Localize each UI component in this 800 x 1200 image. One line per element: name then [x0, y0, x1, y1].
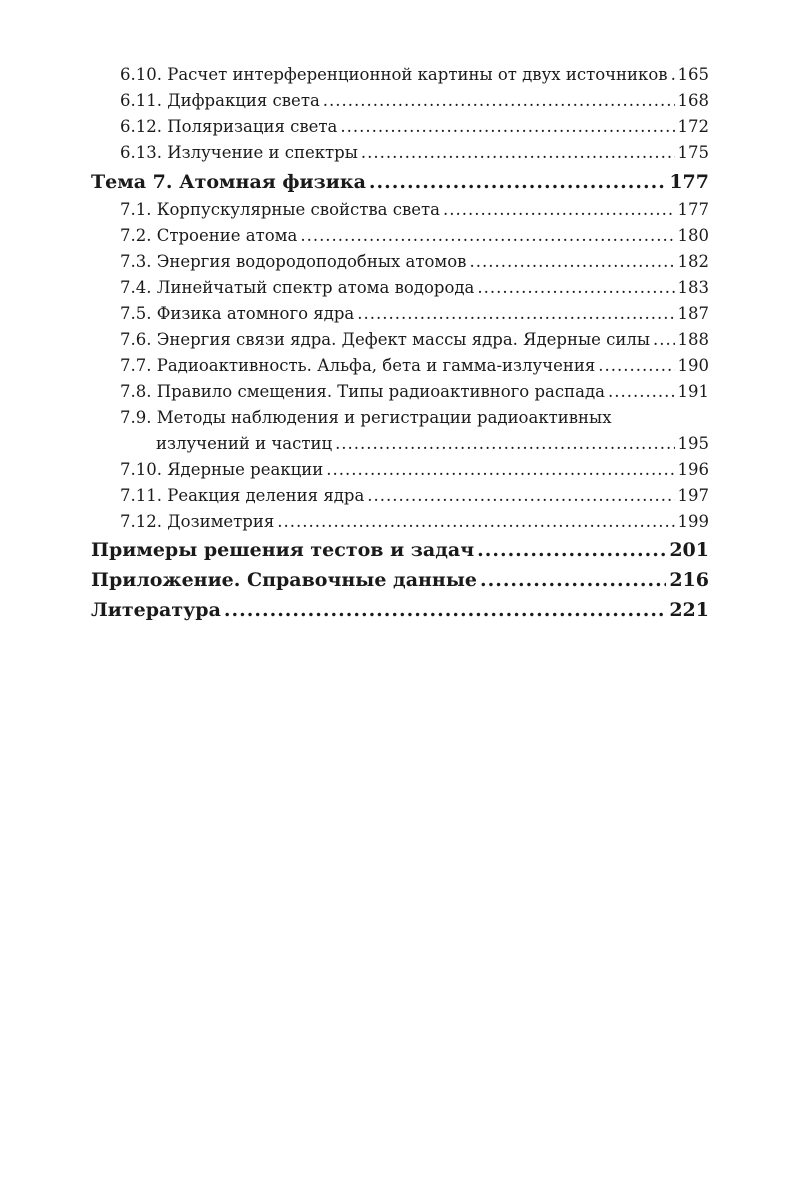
toc-entry-title-line1: 7.9. Методы наблюдения и регистрации радиоактивных [120, 408, 612, 427]
dot-leader [469, 249, 674, 275]
dot-leader [300, 223, 674, 249]
toc-entry-page: 182 [677, 252, 709, 271]
toc-entry-page: 168 [677, 91, 709, 110]
toc-entry-title-line2: излучений и частиц [156, 434, 333, 453]
dot-leader [323, 88, 675, 114]
dot-leader [224, 595, 666, 625]
toc-entry-examples[interactable] [91, 535, 709, 565]
toc-entry-title: 7.11. Реакция деления ядра [120, 486, 365, 505]
dot-leader [335, 431, 674, 457]
dot-leader [653, 327, 675, 353]
toc-entry-7-4[interactable] [91, 275, 709, 301]
toc-entry-title: 7.1. Корпускулярные свойства света [120, 200, 441, 219]
toc-topic-title: Тема 7. Атомная физика [91, 171, 366, 193]
toc-topic-7[interactable] [91, 167, 709, 197]
toc-entry-title: 7.4. Линейчатый спектр атома водорода [120, 278, 475, 297]
toc-entry-7-3[interactable] [91, 249, 709, 275]
dot-leader [477, 275, 674, 301]
toc-entry-7-1[interactable] [91, 197, 709, 223]
toc-entry-title: 6.13. Излучение и спектры [120, 143, 358, 162]
toc-entry-7-10[interactable] [91, 457, 709, 483]
toc-entry-7-2[interactable] [91, 223, 709, 249]
dot-leader [477, 535, 666, 565]
dot-leader [598, 353, 674, 379]
dot-leader [357, 301, 674, 327]
toc-major-title: Литература [91, 599, 221, 621]
toc-entry-title: 7.10. Ядерные реакции [120, 460, 324, 479]
toc-entry-7-11[interactable] [91, 483, 709, 509]
dot-leader [277, 509, 674, 535]
toc-entry-title: 7.5. Физика атомного ядра [120, 304, 355, 323]
toc-entry-page: 190 [677, 356, 709, 375]
toc-entry-page: 188 [677, 330, 709, 349]
dot-leader [480, 565, 666, 595]
toc-entry-page: 199 [677, 512, 709, 531]
toc-entry-title: 7.2. Строение атома [120, 226, 298, 245]
toc-entry-7-5[interactable] [91, 301, 709, 327]
toc-entry-7-7[interactable] [91, 353, 709, 379]
toc-entry-title: 7.8. Правило смещения. Типы радиоактивного распада [120, 382, 605, 401]
toc-entry-page: 191 [677, 382, 709, 401]
toc-entry-page: 175 [677, 143, 709, 162]
toc-entry-7-6[interactable] [91, 327, 709, 353]
toc-entry-title: 6.12. Поляризация света [120, 117, 338, 136]
dot-leader [443, 197, 674, 223]
toc-entry-page: 165 [677, 65, 709, 84]
toc-entry-title: 7.6. Энергия связи ядра. Дефект массы ядра. Ядерные силы [120, 330, 650, 349]
toc-entry-6-11[interactable] [91, 88, 709, 114]
toc-entry-page: 180 [677, 226, 709, 245]
toc-entry-title: 7.7. Радиоактивность. Альфа, бета и гамма-излучения [120, 356, 596, 375]
toc-entry-7-9[interactable] [91, 405, 709, 457]
toc-topic-page: 177 [669, 171, 709, 193]
toc-entry-title: 7.12. Дозиметрия [120, 512, 275, 531]
toc-entry-page: 187 [677, 304, 709, 323]
dot-leader [326, 457, 674, 483]
dot-leader [369, 167, 666, 197]
dot-leader [361, 140, 675, 166]
toc-entry-7-8[interactable] [91, 379, 709, 405]
toc-major-page: 201 [669, 539, 709, 561]
toc-entry-6-13[interactable] [91, 140, 709, 166]
dot-leader [340, 114, 674, 140]
toc-entry-title: 6.10. Расчет интерференционной картины от двух источников [120, 65, 668, 84]
dot-leader [671, 62, 675, 88]
toc-entry-page: 172 [677, 117, 709, 136]
toc-entry-page: 197 [677, 486, 709, 505]
toc-major-title: Примеры решения тестов и задач [91, 539, 475, 561]
toc-entry-6-12[interactable] [91, 114, 709, 140]
toc-major-page: 221 [669, 599, 709, 621]
toc-major-page: 216 [669, 569, 709, 591]
toc-entry-page: 195 [677, 434, 709, 453]
dot-leader [608, 379, 675, 405]
toc-entry-page: 183 [677, 278, 709, 297]
toc-entry-7-12[interactable] [91, 509, 709, 535]
toc-entry-title: 6.11. Дифракция света [120, 91, 320, 110]
toc-entry-literature[interactable] [91, 595, 709, 625]
toc-entry-title: 7.3. Энергия водородоподобных атомов [120, 252, 467, 271]
toc-entry-page: 177 [677, 200, 709, 219]
toc-major-title: Приложение. Справочные данные [91, 569, 477, 591]
dot-leader [367, 483, 674, 509]
toc-entry-page: 196 [677, 460, 709, 479]
table-of-contents [91, 62, 709, 625]
toc-entry-appendix[interactable] [91, 565, 709, 595]
toc-entry-6-10[interactable] [91, 62, 709, 88]
